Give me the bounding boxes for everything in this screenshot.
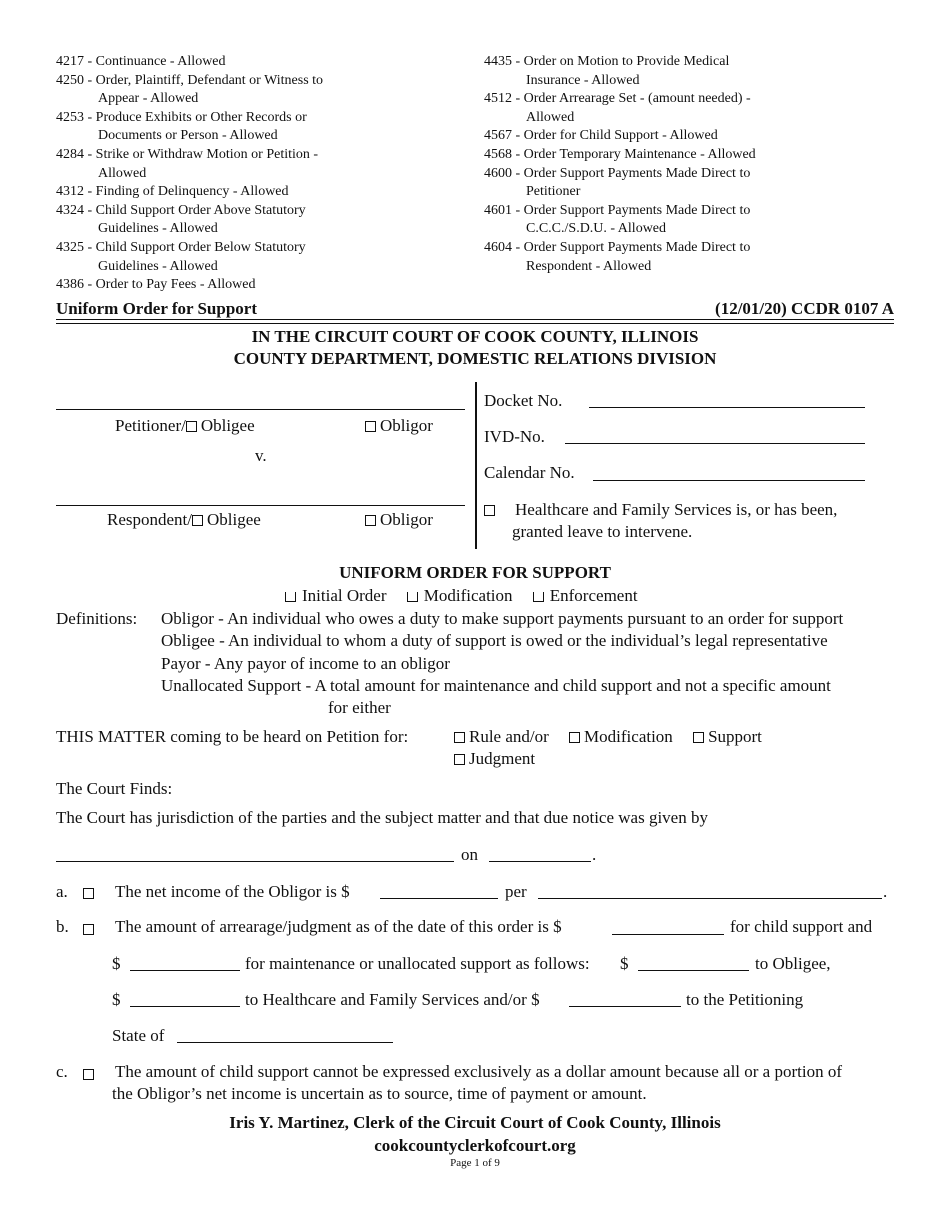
obligee-amount-input[interactable] [638,970,749,971]
initial-order-checkbox[interactable] [285,592,296,602]
item-c-checkbox-wrap [83,1066,98,1084]
state-input[interactable] [177,1042,393,1043]
calendar-input[interactable] [593,480,865,481]
code-item: 4325 - Child Support Order Below Statutory Guidelines - Allowed [56,239,306,274]
respondent-obligee-checkbox[interactable] [192,515,203,526]
code-item: 4386 - Order to Pay Fees - Allowed [56,277,256,293]
ivd-label: IVD-No. [484,427,545,446]
item-b-label: b. [56,917,69,936]
hfs-intervene-checkbox[interactable] [484,505,495,516]
item-a-checkbox[interactable] [83,888,94,899]
arrearage-child-input[interactable] [612,934,724,935]
matter-options: Rule and/or Modification Support [454,727,762,747]
respondent-obligor-option: Obligor [365,510,433,530]
order-heading: UNIFORM ORDER FOR SUPPORT [339,563,611,582]
definition-obligor: Obligor - An individual who owes a duty to make support payments pursuant to an order for support [161,609,844,628]
docket-label: Docket No. [484,391,563,410]
definition-unallocated-cont: for either [328,698,391,717]
clerk-name: Iris Y. Martinez, Clerk of the Circuit Court of Cook County, Illinois [229,1113,721,1132]
state-of-label: State of [112,1026,165,1045]
petitioner-name-line [56,409,465,410]
income-period-input[interactable] [538,898,882,899]
hfs-intervene-text: Healthcare and Family Services is, or has been, granted leave to intervene. [512,500,838,541]
title-rule-2 [56,323,894,324]
dollar-sign: $ [112,990,121,1009]
code-item: 4604 - Order Support Payments Made Direct to Respondent - Allowed [484,239,751,274]
docket-input[interactable] [589,407,865,408]
clerk-website[interactable]: cookcountyclerkofcourt.org [374,1136,576,1155]
petitioning-label: to the Petitioning [686,990,804,1009]
form-title: Uniform Order for Support [56,299,258,318]
court-heading-line2: COUNTY DEPARTMENT, DOMESTIC RELATIONS DIVISION [233,349,717,368]
ivd-input[interactable] [565,443,865,444]
item-a-checkbox-wrap [83,885,98,903]
court-heading-line1: IN THE CIRCUIT COURT OF COOK COUNTY, ILLINOIS [251,327,699,346]
code-item: 4435 - Order on Motion to Provide Medical Insurance - Allowed [484,54,730,88]
item-c-label: c. [56,1062,68,1081]
item-c-checkbox[interactable] [83,1069,94,1080]
dollar-sign: $ [620,954,629,973]
dollar-sign: $ [112,954,121,973]
hfs-amount-input[interactable] [130,1006,240,1007]
item-a-text: The net income of the Obligor is $ [115,882,350,901]
code-item: 4284 - Strike or Withdraw Motion or Petition - Allowed [56,146,319,181]
order-type-options: Initial Order Modification Enforcement [285,586,638,606]
code-item: 4312 - Finding of Delinquency - Allowed [56,184,289,200]
code-item: 4567 - Order for Child Support - Allowed [484,128,718,144]
net-income-input[interactable] [380,898,498,899]
on-label: on [461,845,478,864]
definition-obligee: Obligee - An individual to whom a duty of support is owed or the individual’s legal representative [161,631,828,650]
to-obligee-label: to Obligee, [755,954,831,973]
respondent-label: Respondent/ Obligee [107,510,261,529]
parties-divider [475,382,477,549]
definition-unallocated: Unallocated Support - A total amount for maintenance and child support and not a specific amount [161,676,831,695]
petitioner-obligor-option: Obligor [365,416,433,436]
petitioner-label: Petitioner/ Obligee [115,416,255,435]
title-rule-1 [56,319,894,320]
maintenance-label: for maintenance or unallocated support as follows: [245,954,590,973]
codes-left-list [56,53,356,295]
modification-checkbox[interactable] [407,592,418,602]
item-b-text: The amount of arrearage/judgment as of the date of this order is $ [115,917,562,936]
definition-payor: Payor - Any payor of income to an obligor [161,654,450,673]
petitioner-obligor-checkbox[interactable] [365,421,376,432]
matter-text: THIS MATTER coming to be heard on Petition for: [56,727,409,746]
item-c-text-2: the Obligor’s net income is uncertain as to source, time of payment or amount. [112,1084,647,1103]
item-a-period: . [883,882,888,901]
definitions-label: Definitions: [56,609,138,628]
jurisdiction-text: The Court has jurisdiction of the parties and the subject matter and that due notice was given by [56,808,708,827]
matter-modification-checkbox[interactable] [569,732,580,743]
period: . [592,845,597,864]
item-b-checkbox-wrap [83,921,98,939]
hfs-label: to Healthcare and Family Services and/or $ [245,990,540,1009]
code-item: 4512 - Order Arrearage Set - (amount needed) - Allowed [484,91,751,125]
code-item: 4253 - Produce Exhibits or Other Records or Documents or Person - Allowed [56,109,307,144]
respondent-name-line [56,505,465,506]
calendar-label: Calendar No. [484,463,575,482]
per-label: per [505,882,527,901]
matter-judgment-option: Judgment [454,749,535,769]
petitioner-obligee-checkbox[interactable] [186,421,197,432]
petitioning-amount-input[interactable] [569,1006,681,1007]
judgment-checkbox[interactable] [454,754,465,765]
support-checkbox[interactable] [693,732,704,743]
code-item: 4601 - Order Support Payments Made Direct to C.C.C./S.D.U. - Allowed [484,202,751,237]
item-c-text-1: The amount of child support cannot be expressed exclusively as a dollar amount because all or a portion of [115,1062,842,1081]
respondent-obligor-checkbox[interactable] [365,515,376,526]
code-item: 4568 - Order Temporary Maintenance - Allowed [484,146,756,162]
versus-label: v. [255,446,267,465]
hfs-checkbox-wrap [484,502,499,520]
maintenance-input[interactable] [130,970,240,971]
item-b-checkbox[interactable] [83,924,94,935]
rule-checkbox[interactable] [454,732,465,743]
notice-given-by-input[interactable] [56,861,454,862]
form-code: (12/01/20) CCDR 0107 A [715,299,894,318]
child-support-label: for child support and [730,917,873,936]
item-a-label: a. [56,882,68,901]
page-number: Page 1 of 9 [450,1157,500,1169]
code-item: 4217 - Continuance - Allowed [56,54,226,69]
enforcement-checkbox[interactable] [533,592,544,602]
codes-right-list [484,53,784,276]
court-finds-heading: The Court Finds: [56,779,173,798]
code-item: 4324 - Child Support Order Above Statutory Guidelines - Allowed [56,202,306,237]
code-item: 4250 - Order, Plaintiff, Defendant or Witness to Appear - Allowed [56,72,324,107]
notice-date-input[interactable] [489,861,591,862]
code-item: 4600 - Order Support Payments Made Direct to Petitioner [484,165,751,200]
